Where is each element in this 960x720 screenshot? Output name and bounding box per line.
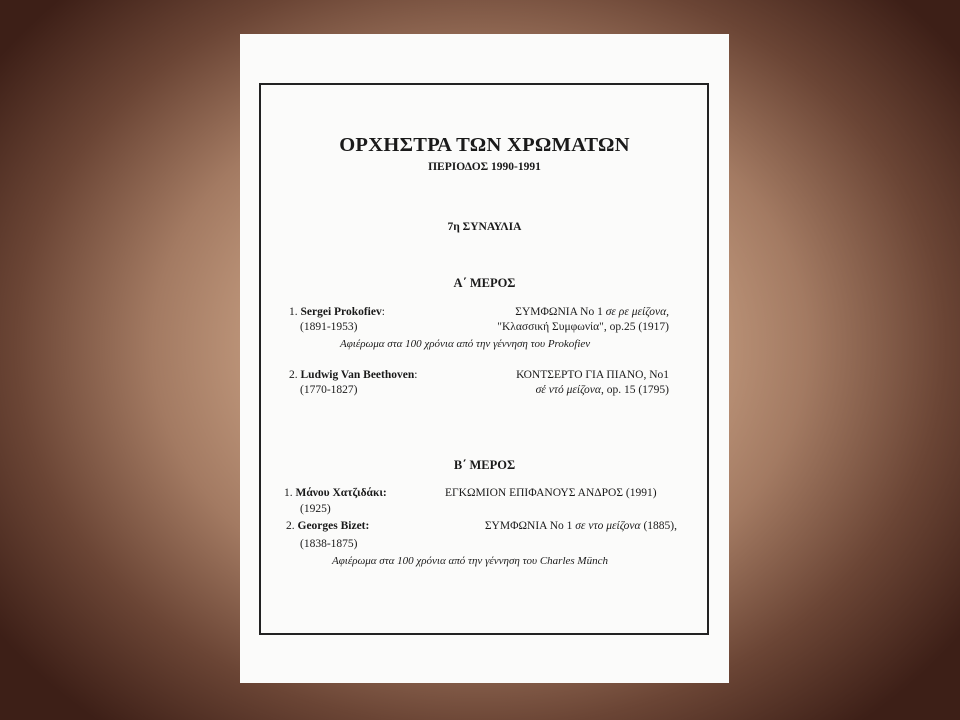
part-b-dedication: Αφιέρωμα στα 100 χρόνια από την γέννηση του Charles Münch: [332, 555, 608, 567]
item-number: 2.: [286, 520, 295, 532]
part-a-item-2-dates: (1770-1827): [300, 384, 358, 396]
item-number: 1.: [284, 487, 293, 499]
part-a-dedication: Αφιέρωμα στα 100 χρόνια από την γέννηση του Prokofiev: [340, 338, 591, 350]
item-number: 2.: [289, 369, 298, 381]
composer-name: Georges Bizet:: [297, 520, 370, 532]
part-b-item-2-dates: (1838-1875): [300, 538, 358, 550]
part-a-item-2-work-line1: ΚΟΝΤΣΕΡΤΟ ΓΙΑ ΠΙΑΝΟ, Νο1: [516, 369, 669, 381]
part-b-item-1-work: ΕΓΚΩΜΙΟΝ ΕΠΙΦΑΝΟΥΣ ΑΝΔΡΟΣ (1991): [445, 487, 657, 499]
part-b-item-2-work: ΣΥΜΦΩΝΙΑ Νο 1 σε ντο μείζονα (1885),: [484, 520, 677, 532]
season-label: ΠΕΡΙΟΔΟΣ 1990-1991: [428, 161, 541, 173]
part-a-item-1-work-line2: "Κλασσική Συμφωνία", op.25 (1917): [497, 321, 669, 333]
concert-number: 7η ΣΥΝΑΥΛΙΑ: [447, 221, 522, 233]
composer-name: Μάνου Χατζιδάκι:: [295, 487, 387, 499]
part-b-title: Β΄ ΜΕΡΟΣ: [453, 458, 516, 472]
composer-name: Sergei Prokofiev: [300, 306, 382, 318]
part-a-item-2-composer: 2. Ludwig Van Beethoven:: [289, 369, 418, 381]
part-a-item-1-composer: 1. Sergei Prokofiev:: [289, 306, 385, 318]
part-a-item-1-work-line1: ΣΥΜΦΩΝΙΑ Νο 1 σε ρε μείζονα,: [515, 306, 669, 318]
part-a-item-1-dates: (1891-1953): [300, 321, 358, 333]
composer-name: Ludwig Van Beethoven: [300, 369, 415, 381]
program-page: [240, 34, 729, 683]
orchestra-title: ΟΡΧΗΣΤΡΑ ΤΩΝ ΧΡΩΜΑΤΩΝ: [339, 134, 630, 156]
item-number: 1.: [289, 306, 298, 318]
part-b-item-2-composer: [286, 520, 369, 532]
part-a-item-2-work-line2: σέ ντό μείζονα, op. 15 (1795): [535, 384, 669, 396]
part-b-item-1-dates: (1925): [300, 503, 331, 515]
part-b-item-1-composer: [284, 487, 387, 499]
part-a-title: Α΄ ΜΕΡΟΣ: [453, 276, 516, 290]
